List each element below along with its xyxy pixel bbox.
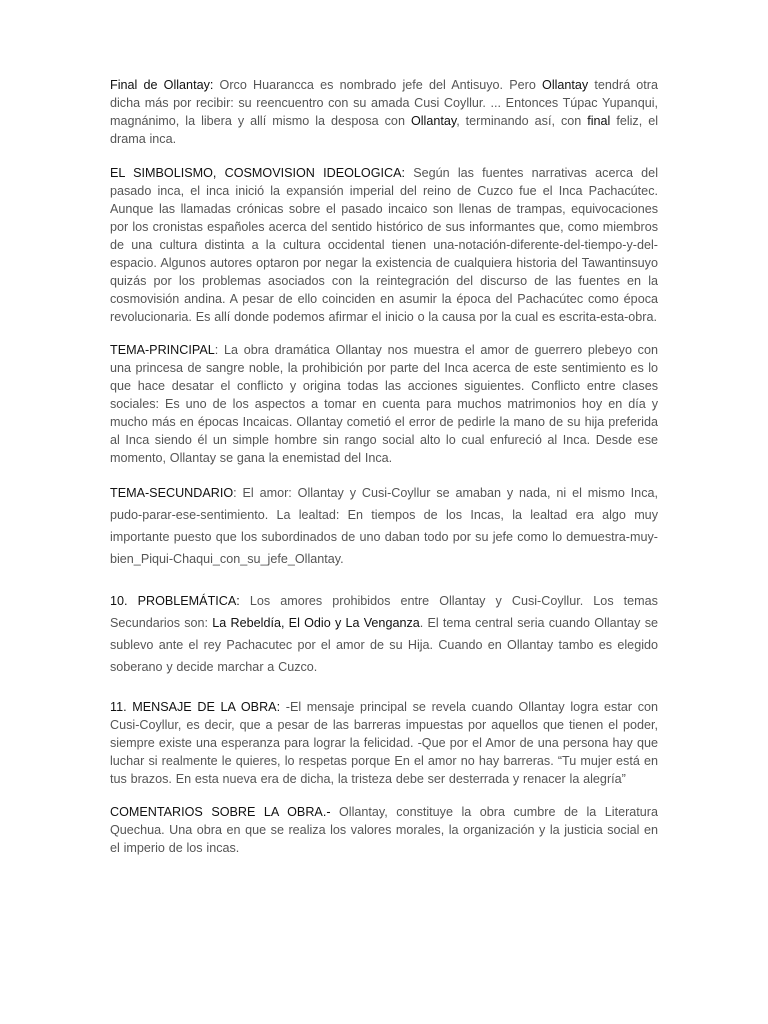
text-tema-principal: : La obra dramática Ollantay nos muestra el amor de guerrero plebeyo con una princesa de sangre noble, la prohibición por parte del Inca acerca de este sentimiento es lo que hace desatar el conflicto y origina todas las acciones siguientes. Conflicto entre clases sociales: Es uno de los aspectos a tomar en cuenta para muchos matrimonios hoy en día y mucho más en épocas Incaicas. Ollantay cometió el error de pedirle la mano de su hija preferida al Inca siendo él un simple hombre sin rango social alto lo cual enfureció al Inca. Desde ese momento, Ollantay se gana la enemistad del Inca.	[110, 343, 658, 465]
heading-tema-secundario: TEMA-SECUNDARIO	[110, 486, 234, 500]
text-final-3: , terminando así, con	[456, 114, 588, 128]
heading-tema-principal: TEMA-PRINCIPAL	[110, 343, 215, 357]
paragraph-comentarios	[110, 803, 658, 857]
heading-simbolismo: EL SIMBOLISMO, COSMOVISION IDEOLOGICA:	[110, 166, 405, 180]
text-mensaje: -El mensaje principal se revela cuando Ollantay logra estar con Cusi-Coyllur, es decir, que a pesar de las barreras impuestas por aquellos que tienen el poder, siempre existe una esperanza para lograr la felicidad. -Que por el Amor de una persona hay que luchar si realmente le quieres, lo respetas porque En el amor no hay barreras. “Tu mujer está en tus brazos. En esta nueva era de dicha, la tristeza debe ser desterrada y renacer la alegría”	[110, 700, 658, 786]
keyword-ollantay-2: Ollantay	[410, 114, 457, 128]
text-simbolismo: Según las fuentes narrativas acerca del pasado inca, el inca inició la expansión imperial del reino de Cuzco fue el Inca Pachacútec. Aunque las llamadas crónicas sobre el pasado incaico son llenas de trampas, equivocaciones por los cronistas españoles acerca del sentido histórico de sus informantes que, como miembros de una cultura distinta a la cultura occidental tienen una-notación-diferente-del-tiempo-y-del-espacio. Algunos autores optaron por negar la existencia de cualquiera historia del Tawantinsuyo quizás por los problemas asociados con la reintegración del discurso de las fuentes en la cosmovisión andina. A pesar de ello coinciden en asumir la época del Pachacútec como época revolucionaria. Es allí donde podemos afirmar el inicio o la causa por la cual es escrita-esta-obra.	[110, 166, 658, 324]
text-final-1: Orco Huarancca es nombrado jefe del Antisuyo. Pero	[213, 78, 543, 92]
heading-final: Final de Ollantay:	[110, 78, 214, 92]
text-problematica-1: Los amores prohibidos entre Ollantay y Cusi-Coyllur. Los temas Secundarios son:	[110, 594, 658, 630]
paragraph-simbolismo	[110, 164, 658, 326]
paragraph-problematica	[110, 590, 658, 678]
document-page	[110, 76, 658, 872]
keyword-ollantay-1: Ollantay	[542, 78, 589, 92]
paragraph-mensaje	[110, 698, 658, 788]
heading-problematica: 10. PROBLEMÁTICA:	[110, 594, 240, 608]
paragraph-tema-secundario	[110, 482, 658, 570]
text-final-4: feliz, el drama inca.	[110, 114, 659, 146]
text-tema-secundario: : El amor: Ollantay y Cusi-Coyllur se amaban y nada, ni el mismo Inca, pudo-parar-ese-sentimiento. La lealtad: En tiempos de los Incas, la lealtad era algo muy importante puesto que los subordinados de uno daban todo por su jefe como lo demuestra-muy-bien_Piqui-Chaqui_con_su_jefe_Ollantay.	[110, 486, 658, 566]
keyword-final: final	[587, 114, 611, 128]
text-final-2: tendrá otra dicha más por recibir: su reencuentro con su amada Cusi Coyllur. ... Entonces Túpac Yupanqui, magnánimo, la libera y allí mismo la desposa con	[110, 78, 659, 128]
paragraph-final	[110, 76, 658, 148]
keyword-temas-secundarios: La Rebeldía, El Odio y La Venganza	[212, 616, 420, 630]
text-problematica-2: . El tema central seria cuando Ollantay se sublevo ante el rey Pachacutec por el amor de su Hija. Cuando en Ollantay tambo es elegido soberano y decide marchar a Cuzco.	[110, 616, 659, 674]
heading-comentarios: COMENTARIOS SOBRE LA OBRA.-	[110, 805, 331, 819]
heading-mensaje: 11. MENSAJE DE LA OBRA:	[110, 700, 281, 714]
text-comentarios: Ollantay, constituye la obra cumbre de la Literatura Quechua. Una obra en que se realiza los valores morales, la organización y la justicia social en el imperio de los incas.	[110, 805, 659, 855]
paragraph-tema-principal	[110, 341, 658, 467]
